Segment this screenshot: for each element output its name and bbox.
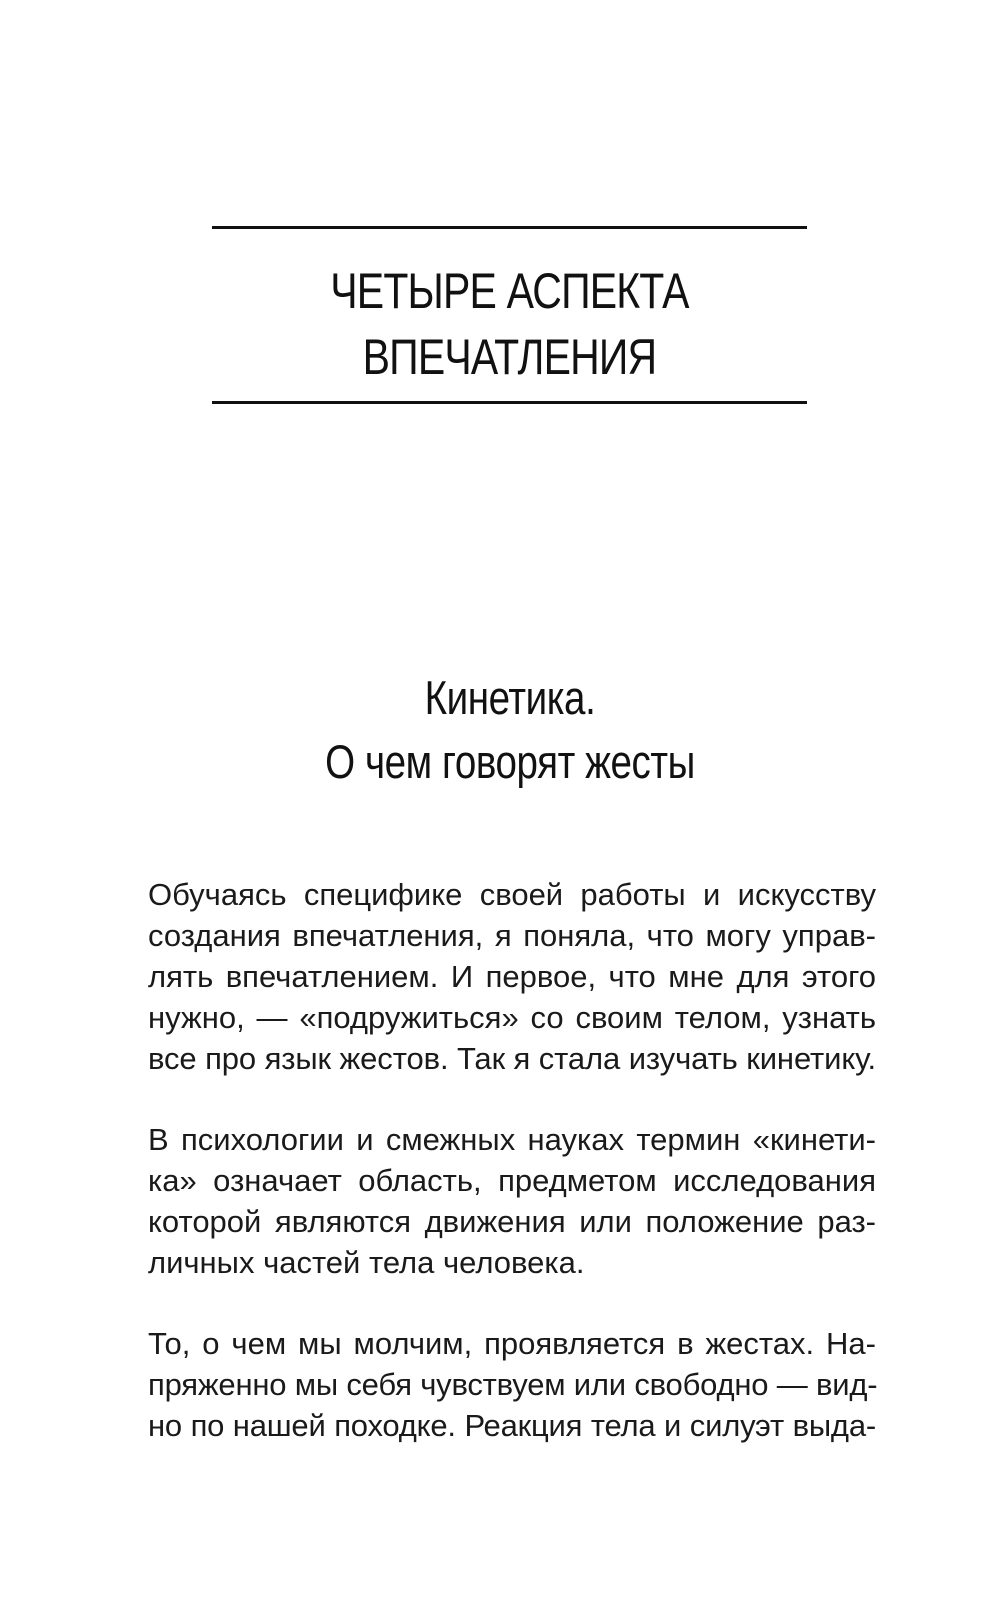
text-line: которой являются движения или положение раз-: [148, 1204, 876, 1239]
paragraph: [148, 1119, 876, 1283]
body-text: [148, 874, 876, 1486]
chapter-title-line: ЧЕТЫРЕ АСПЕКТА: [330, 263, 689, 319]
text-line: но по нашей походке. Реакция тела и силуэт выда-: [148, 1408, 876, 1443]
text-line: лять впечатлением. И первое, что мне для этого: [148, 959, 876, 994]
paragraph: [148, 874, 876, 1079]
text-line: В психологии и смежных науках термин «кинети-: [148, 1122, 876, 1157]
chapter-title-bottom-rule: [212, 401, 807, 404]
text-line: создания впечатления, я поняла, что могу управ-: [148, 918, 876, 953]
chapter-title: [266, 258, 754, 390]
text-line: пряженно мы себя чувствуем или свободно — вид-: [148, 1367, 878, 1402]
text-line: Обучаясь специфике своей работы и искусству: [148, 877, 876, 912]
paragraph: [148, 1323, 876, 1446]
section-title-line: О чем говорят жесты: [325, 735, 695, 788]
text-line: нужно, — «подружиться» со своим телом, узнать: [148, 1000, 876, 1035]
text-line: личных частей тела человека.: [148, 1245, 585, 1280]
text-line: То, о чем мы молчим, проявляется в жестах. На-: [148, 1326, 876, 1361]
chapter-title-top-rule: [212, 226, 807, 229]
chapter-title-line: ВПЕЧАТЛЕНИЯ: [362, 329, 657, 385]
text-line: ка» означает область, предметом исследования: [148, 1163, 876, 1198]
section-title-line: Кинетика.: [424, 671, 596, 724]
section-title: [239, 666, 780, 794]
text-line: все про язык жестов. Так я стала изучать кинетику.: [148, 1041, 876, 1076]
